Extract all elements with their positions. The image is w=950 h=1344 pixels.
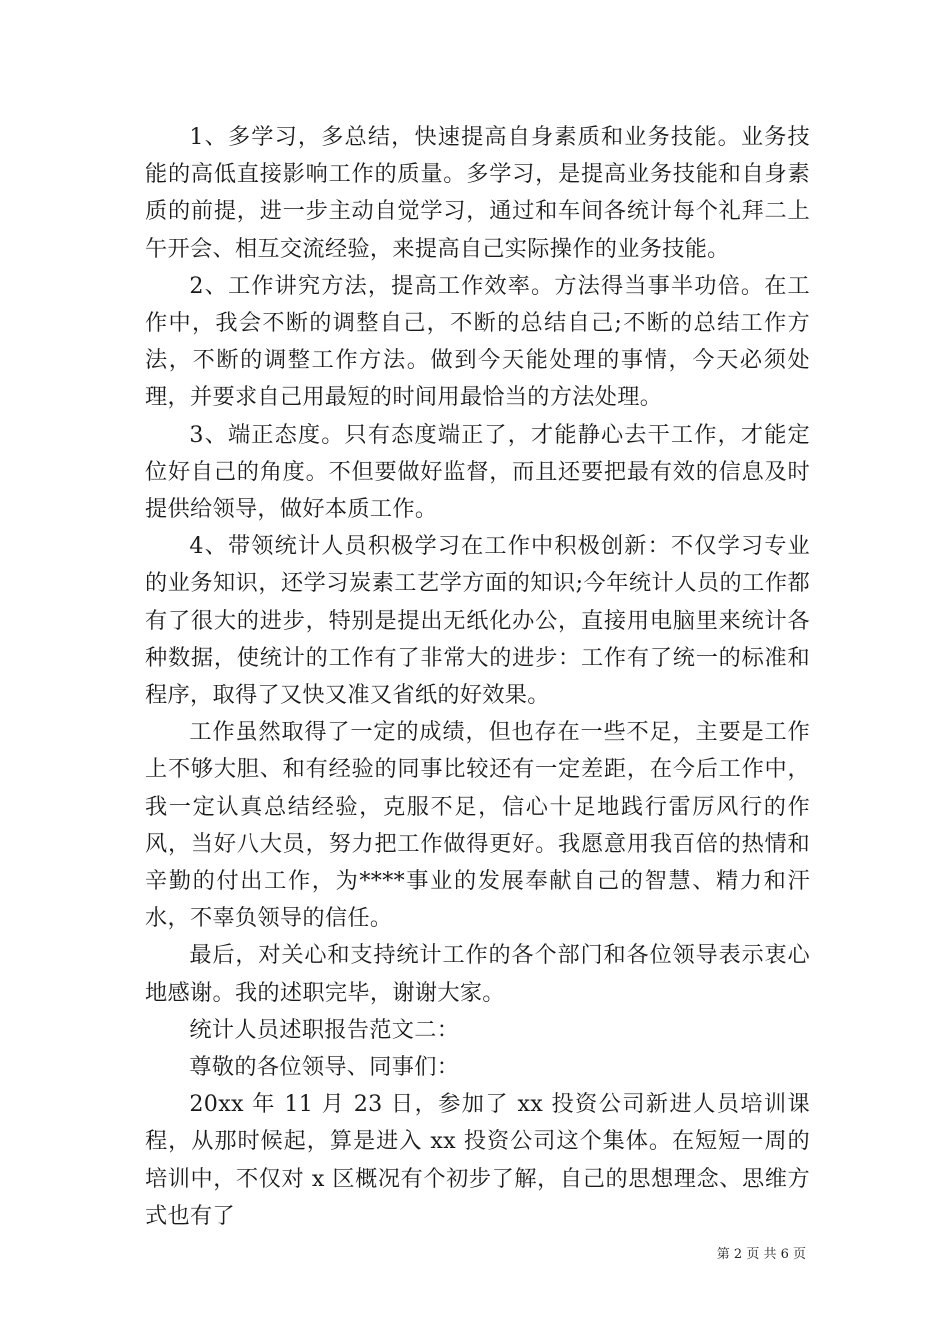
paragraph-6: 最后，对关心和支持统计工作的各个部门和各位领导表示衷心地感谢。我的述职完毕，谢谢大家。 [145, 942, 810, 1006]
page-number: 第 2 页 共 6 页 [716, 1247, 806, 1262]
paragraph-7: 20xx 年 11 月 23 日，参加了 xx 投资公司新进人员培训课程，从那时候起，算是进入 xx 投资公司这个集体。在短短一周的培训中，不仅对 x 区概况有个初步了解，自己的思想理念、思维方式也有了 [145, 1091, 810, 1229]
document-body [145, 119, 810, 1235]
section-heading: 统计人员述职报告范文二： [189, 1016, 460, 1043]
paragraph-5: 工作虽然取得了一定的成绩，但也存在一些不足，主要是工作上不够大胆、和有经验的同事比较还有一定差距，在今后工作中，我一定认真总结经验，克服不足，信心十足地践行雷厉风行的作风，当好八大员，努力把工作做得更好。我愿意用我百倍的热情和辛勤的付出工作，为****事业的发展奉献自己的智慧、精力和汗水，不辜负领导的信任。 [145, 719, 810, 932]
paragraph-1: 1、多学习，多总结，快速提高自身素质和业务技能。业务技能的高低直接影响工作的质量。多学习，是提高业务技能和自身素质的前提，进一步主动自觉学习，通过和车间各统计每个礼拜二上午开会、相互交流经验，来提高自己实际操作的业务技能。 [145, 124, 810, 262]
paragraph-3: 3、端正态度。只有态度端正了，才能静心去干工作，才能定位好自己的角度。不但要做好监督，而且还要把最有效的信息及时提供给领导，做好本质工作。 [145, 421, 810, 523]
salutation: 尊敬的各位领导、同事们： [189, 1054, 460, 1081]
paragraph-2: 2、工作讲究方法，提高工作效率。方法得当事半功倍。在工作中，我会不断的调整自己，不断的总结自己;不断的总结工作方法，不断的调整工作方法。做到今天能处理的事情，今天必须处理，并要求自己用最短的时间用最恰当的方法处理。 [145, 272, 810, 411]
paragraph-4: 4、带领统计人员积极学习在工作中积极创新：不仅学习专业的业务知识，还学习炭素工艺学方面的知识;今年统计人员的工作都有了很大的进步，特别是提出无纸化办公，直接用电脑里来统计各种数据，使统计的工作有了非常大的进步：工作有了统一的标准和程序，取得了又快又准又省纸的好效果。 [145, 533, 810, 709]
